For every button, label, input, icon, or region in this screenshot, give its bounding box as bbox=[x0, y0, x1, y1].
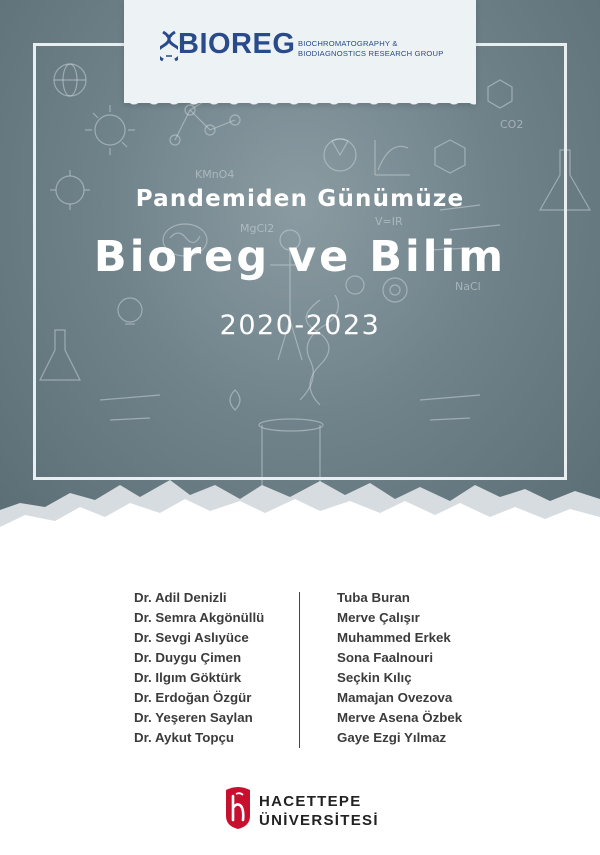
university-name-line2: ÜNİVERSİTESİ bbox=[259, 812, 379, 829]
author-name: Tuba Buran bbox=[337, 590, 410, 605]
author-name: Dr. Semra Akgönüllü bbox=[134, 610, 265, 625]
doodle-label-vir: V=IR bbox=[375, 215, 403, 228]
author-name: Sona Faalnouri bbox=[337, 650, 434, 665]
doodle-label-nacl: NaCl bbox=[455, 280, 481, 293]
author-name: Seçkin Kılıç bbox=[337, 670, 412, 685]
hacettepe-emblem-icon bbox=[224, 786, 252, 830]
author-name: Merve Asena Özbek bbox=[337, 710, 463, 725]
author-name: Dr. Yeşeren Saylan bbox=[134, 710, 253, 725]
author-name: Muhammed Erkek bbox=[337, 630, 451, 645]
cover-title-line2: Bioreg ve Bilim bbox=[93, 232, 507, 282]
author-name: Dr. Aykut Topçu bbox=[134, 730, 234, 745]
author-name: Dr. Sevgi Aslıyüce bbox=[134, 630, 249, 645]
doodle-label-co2: CO2 bbox=[500, 118, 524, 131]
dna-helix-icon bbox=[160, 30, 178, 62]
bioreg-logo-word: BIOREG bbox=[178, 28, 296, 60]
logo-sub-line2: BIODIAGNOSTICS RESEARCH GROUP bbox=[298, 49, 444, 58]
author-name: Dr. Adil Denizli bbox=[134, 590, 227, 605]
bioreg-logo-subtitle bbox=[298, 39, 443, 59]
author-name: Dr. Ilgım Göktürk bbox=[134, 670, 242, 685]
author-name: Gaye Ezgi Yılmaz bbox=[337, 730, 447, 745]
doodle-label-mgcl2: MgCl2 bbox=[240, 222, 275, 235]
logo-sub-line1: BIOCHROMATOGRAPHY & bbox=[298, 39, 398, 48]
author-name: Merve Çalışır bbox=[337, 610, 420, 625]
cover-years: 2020-2023 bbox=[219, 310, 381, 341]
university-name bbox=[259, 792, 379, 830]
author-column-left bbox=[134, 588, 284, 748]
author-name: Dr. Duygu Çimen bbox=[134, 650, 242, 665]
author-name: Dr. Erdoğan Özgür bbox=[134, 690, 252, 705]
cover-title-line1: Pandemiden Günümüze bbox=[135, 186, 465, 212]
author-divider bbox=[299, 592, 300, 748]
doodle-label-kmno4: KMnO4 bbox=[195, 168, 235, 181]
author-column-right bbox=[337, 588, 497, 748]
author-name: Mamajan Ovezova bbox=[337, 690, 453, 705]
university-name-line1: HACETTEPE bbox=[259, 793, 362, 810]
torn-paper-edge bbox=[0, 455, 600, 555]
